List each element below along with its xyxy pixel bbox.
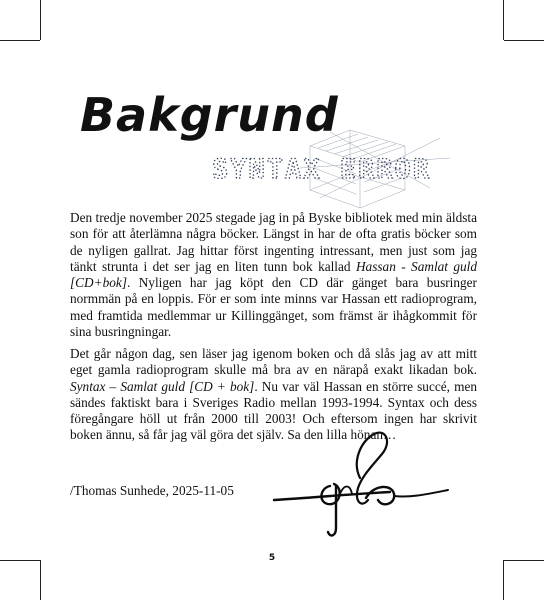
- signoff: /Thomas Sunhede, 2025-11-05: [70, 483, 234, 498]
- page-number: 5: [268, 553, 276, 563]
- book-title: Syntax – Samlat guld [CD + bok]: [70, 378, 255, 394]
- crop-mark: [503, 0, 504, 40]
- signature-icon: [270, 428, 480, 548]
- crop-mark: [40, 560, 41, 600]
- crop-mark: [504, 40, 544, 41]
- page-title: Bakgrund: [80, 88, 339, 142]
- crop-mark: [0, 40, 40, 41]
- book-title: Hassan - Samlat guld [CD+bok]: [70, 258, 478, 291]
- syntax-error-logo-icon: [200, 128, 458, 210]
- paragraph-2: Det går någon dag, sen läser jag igenom boken och då slås jag av att mitt eget gamla radioprogram skulle må bra av en närapå exakt likadan bok. Syntax – Samlat guld [CD + bok]. Nu var väl Hassan en större succé, men sändes faktiskt bara i Sveriges Radio mellan 1993-1994. Syntax och dess föregångare höll ut från 2000 till 2003! Och eftersom ingen har skrivit boken ännu, så får jag väl göra det själv. Sa den lilla hönan…: [70, 346, 477, 443]
- crop-mark: [503, 560, 504, 600]
- logo-text: SYNTAX ERROR: [212, 154, 432, 185]
- crop-mark: [40, 0, 41, 40]
- paragraph-1: Den tredje november 2025 stegade jag in på Byske bibliotek med min äldsta son för att återlämna några böcker. Längst in har de ofta gratis böcker som de nyligen gallrat. Jag hittar först ingenting intressant, men just som jag tänkt strunta i det ser jag en liten tunn bok kallad Hassan - Samlat guld [CD+bok]. Nyligen har jag köpt den CD där gänget bara busringer normmän på en loppis. För er som inte minns var Hassan ett radioprogram, med framtida medlemmar ur Killinggänget, som främst är ihågkommit för sina busringningar.: [70, 210, 478, 340]
